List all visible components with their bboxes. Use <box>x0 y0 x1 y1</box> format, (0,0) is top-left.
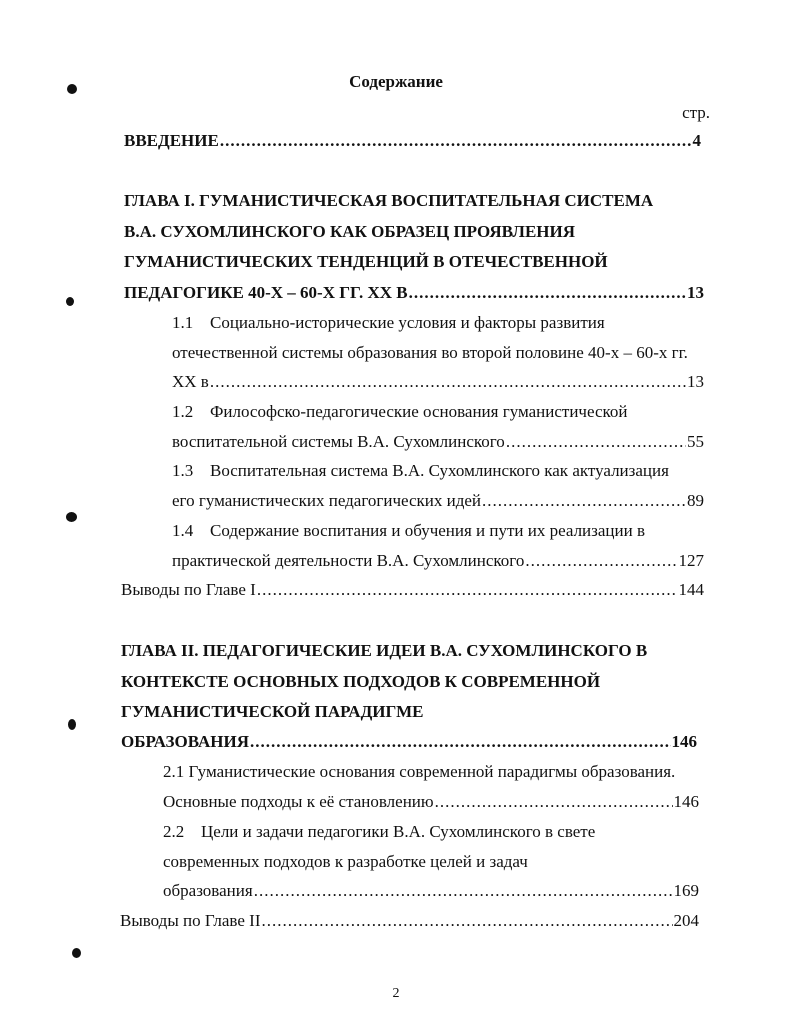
chapter-2-title-line-3: ГУМАНИСТИЧЕСКОЙ ПАРАДИГМЕ <box>121 702 424 721</box>
leader-dots <box>506 432 686 452</box>
section-number: 1.3 <box>172 461 194 480</box>
section-number: 1.1 <box>172 313 194 332</box>
toc-page-number: 89 <box>687 491 704 510</box>
leader-dots <box>409 283 686 303</box>
section-2-2-line-1: 2.2 Цели и задачи педагогики В.А. Сухомлинского в свете <box>163 822 596 841</box>
toc-entry-text: Выводы по Главе I <box>121 580 256 599</box>
toc-entry-conclusion-1 <box>121 580 704 600</box>
chapter-2-title-line-1: ГЛАВА II. ПЕДАГОГИЧЕСКИЕ ИДЕИ В.А. СУХОМЛИНСКОГО В <box>121 641 648 660</box>
toc-page-number: 146 <box>671 732 697 751</box>
scan-blot <box>68 719 76 730</box>
chapter-1-title-line-3: ГУМАНИСТИЧЕСКИХ ТЕНДЕНЦИЙ В ОТЕЧЕСТВЕННОЙ <box>124 252 608 271</box>
leader-dots <box>525 551 677 571</box>
chapter-1-title-line-2: В.А. СУХОМЛИНСКОГО КАК ОБРАЗЕЦ ПРОЯВЛЕНИЯ <box>124 222 576 241</box>
leader-dots <box>250 732 671 752</box>
section-number: 2.2 <box>163 822 185 841</box>
toc-entry-chapter-1 <box>124 283 704 303</box>
toc-entry-text: Основные подходы к её становлению <box>163 792 434 811</box>
toc-entry-text: ВВЕДЕНИЕ <box>124 131 219 150</box>
toc-entry-text: ПЕДАГОГИКЕ 40-Х – 60-Х ГГ. XX В <box>124 283 408 302</box>
toc-entry-section-1-4 <box>172 551 704 571</box>
leader-dots <box>210 372 686 392</box>
toc-entry-chapter-2 <box>121 732 697 752</box>
leader-dots <box>220 131 692 151</box>
toc-entry-text: воспитательной системы В.А. Сухомлинского <box>172 432 505 451</box>
section-2-1-line-1: 2.1 Гуманистические основания современной парадигмы образования. <box>163 762 676 781</box>
section-1-4-line-1: 1.4 Содержание воспитания и обучения и пути их реализации в <box>172 521 645 540</box>
chapter-1-title-line-1: ГЛАВА I. ГУМАНИСТИЧЕСКАЯ ВОСПИТАТЕЛЬНАЯ СИСТЕМА <box>124 191 654 210</box>
chapter-2-title-line-2: КОНТЕКСТЕ ОСНОВНЫХ ПОДХОДОВ К СОВРЕМЕННОЙ <box>121 672 601 691</box>
toc-page-number: 144 <box>678 580 704 599</box>
toc-entry-text: Выводы по Главе II <box>120 911 261 930</box>
toc-entry-introduction <box>124 131 701 151</box>
leader-dots <box>482 491 686 511</box>
scan-blot <box>72 948 81 958</box>
toc-page-number: 146 <box>673 792 699 811</box>
section-1-1-line-2: отечественной системы образования во второй половине 40-х – 60-х гг. <box>172 343 688 362</box>
leader-dots <box>257 580 678 600</box>
toc-page-number: 13 <box>687 372 704 391</box>
toc-entry-text: образования <box>163 881 253 900</box>
toc-page-number: 13 <box>687 283 704 302</box>
section-number: 1.2 <box>172 402 194 421</box>
leader-dots <box>254 881 673 901</box>
toc-entry-section-2-1 <box>163 792 699 812</box>
section-1-3-line-1: 1.3 Воспитательная система В.А. Сухомлинского как актуализация <box>172 461 669 480</box>
section-2-2-line-2: современных подходов к разработке целей и задач <box>163 852 528 871</box>
section-number: 1.4 <box>172 521 194 540</box>
toc-entry-section-1-2 <box>172 432 704 452</box>
scan-blot <box>66 512 77 522</box>
toc-entry-section-2-2 <box>163 881 699 901</box>
page-number: 2 <box>392 986 400 1001</box>
page-column-label: стр. <box>682 103 710 122</box>
leader-dots <box>261 911 672 931</box>
section-1-1-line-1: 1.1 Социально-исторические условия и факторы развития <box>172 313 605 332</box>
toc-entry-conclusion-2 <box>120 911 699 931</box>
toc-page-number: 169 <box>673 881 699 900</box>
toc-entry-text: его гуманистических педагогических идей <box>172 491 482 510</box>
page-title: Содержание <box>349 72 443 91</box>
leader-dots <box>435 792 673 812</box>
toc-page-number: 204 <box>673 911 699 930</box>
toc-entry-text: XX в <box>172 372 209 391</box>
toc-entry-section-1-1 <box>172 372 704 392</box>
toc-entry-section-1-3 <box>172 491 704 511</box>
toc-entry-text: ОБРАЗОВАНИЯ <box>121 732 249 751</box>
toc-page-number: 127 <box>678 551 704 570</box>
toc-entry-text: практической деятельности В.А. Сухомлинского <box>172 551 525 570</box>
scan-blot <box>66 297 74 306</box>
toc-page-number: 4 <box>692 131 701 150</box>
section-1-2-line-1: 1.2 Философско-педагогические основания гуманистической <box>172 402 628 421</box>
scan-blot <box>67 84 77 94</box>
toc-page-number: 55 <box>687 432 704 451</box>
